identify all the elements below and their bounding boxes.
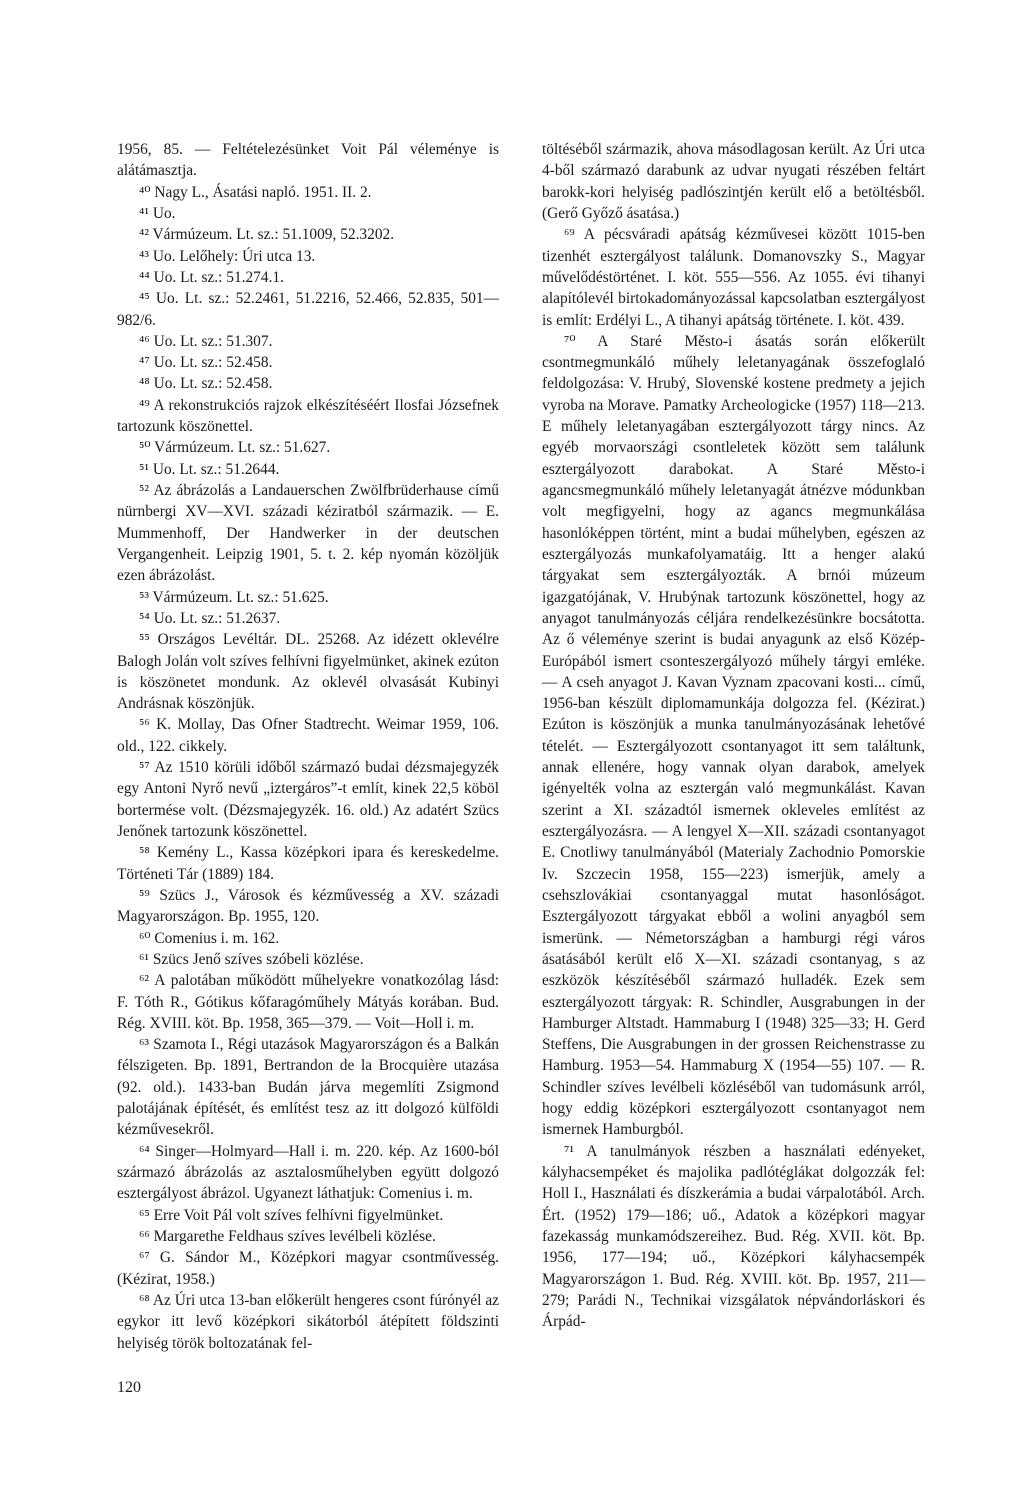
footnote: ⁶⁰ Comenius i. m. 162.: [139, 929, 280, 947]
footnote: 1956, 85. — Feltételezésünket Voit Pál véleménye is alátámasztja.: [117, 141, 499, 180]
footnote: ⁶⁸ Az Úri utca 13-ban előkerült hengeres csont fúrónyél az egykor itt levő középkori sikátorból átépített földszinti helyiség török boltozatának fel-: [117, 1291, 499, 1352]
footnote: ⁴⁵ Uo. Lt. sz.: 52.2461, 51.2216, 52.466, 52.835, 501—982/6.: [117, 290, 499, 329]
footnote: ⁶⁵ Erre Voit Pál volt szíves felhívni figyelmünket.: [139, 1206, 444, 1224]
footnote: ⁴⁰ Nagy L., Ásatási napló. 1951. II. 2.: [139, 183, 372, 201]
footnote: ⁴² Vármúzeum. Lt. sz.: 51.1009, 52.3202.: [139, 226, 395, 244]
footnote: ⁶¹ Szücs Jenő szíves szóbeli közlése.: [139, 950, 364, 968]
footnote: ⁴⁴ Uo. Lt. sz.: 51.274.1.: [139, 268, 284, 286]
footnote: ⁵⁵ Országos Levéltár. DL. 25268. Az idézett oklevélre Balogh Jolán volt szíves felhívni figyelmünket, akinek ezúton is köszönetet mondunk. Az oklevél olvasását Kubinyi Andrásnak köszönjük.: [117, 631, 499, 713]
left-column: [117, 139, 499, 1354]
footnote: ⁵² Az ábrázolás a Landauerschen Zwölfbrüderhause című nürnbergi XV—XVI. századi kéziratból származik. — E. Mummenhoff, Der Handwerker in der deutschen Vergangenheit. Leipzig 1901, 5. t. 2. kép nyomán közöljük ezen ábrázolást.: [117, 482, 499, 585]
footnote: ⁶² A palotában működött műhelyekre vonatkozólag lásd: F. Tóth R., Gótikus kőfaragóműhely Mátyás korában. Bud. Rég. XVIII. köt. Bp. 1958, 365—379. — Voit—Holl i. m.: [117, 972, 499, 1032]
footnote: ⁴³ Uo. Lelőhely: Úri utca 13.: [139, 247, 316, 265]
footnote: ⁵⁴ Uo. Lt. sz.: 51.2637.: [139, 609, 281, 627]
footnote: ⁴¹ Uo.: [139, 204, 176, 222]
footnote: ⁷¹ A tanulmányok részben a használati edényeket, kályhacsempéket és majolika padlótéglákat dolgozzák fel: Holl I., Használati és díszkerámia a budai várpalotából. Arch. Ért. (1952) 179—186; uő., Adatok a középkori magyar fazekasság munkamódszereihez. Bud. Rég. XVII. köt. Bp. 1956, 177—194; uő., Középkori kályhacsempék Magyarországon 1. Bud. Rég. XVIII. köt. Bp. 1957, 211—279; Parádi N., Technikai vizsgálatok népvándorláskori és Árpád-: [542, 1142, 925, 1331]
footnote: ⁶⁴ Singer—Holmyard—Hall i. m. 220. kép. Az 1600-ból származó ábrázolás az asztalosműhelyben együtt dolgozó esztergályost ábrázol. Ugyanezt láthatjuk: Comenius i. m.: [117, 1142, 499, 1203]
footnote: ⁵³ Vármúzeum. Lt. sz.: 51.625.: [139, 588, 329, 606]
footnote: ⁵⁸ Kemény L., Kassa középkori ipara és kereskedelme. Történeti Tár (1889) 184.: [117, 844, 499, 883]
footnote: ⁵¹ Uo. Lt. sz.: 51.2644.: [139, 460, 280, 478]
page-number: 120: [117, 1379, 141, 1396]
footnote: ⁴⁹ A rekonstrukciós rajzok elkészítéséért Ilosfai Józsefnek tartozunk köszönettel.: [117, 396, 499, 436]
footnote: ⁴⁶ Uo. Lt. sz.: 51.307.: [139, 332, 273, 350]
footnote: ⁴⁷ Uo. Lt. sz.: 52.458.: [139, 354, 273, 372]
footnote: ⁷⁰ A Staré Město-i ásatás során előkerült csontmegmunkáló műhely leletanyagának összefoglaló feldolgozása: V. Hrubý, Slovenské kostene predmety a jejich vyroba na Morave. Pamatky Archeologicke (1957) 118—213. E műhely leletanyagában esztergályozott tárgy nincs. Az egyéb morvaországi csontleletek között sem találunk esztergályozott darabokat. A Staré Město-i agancsmegmunkáló műhely leletanyagát átnézve módunkban volt megfigyelni, hogy az agancs megmunkálása hasonlóképpen történt, mint a budai műhelyben, egészen az esztergályozás munkafolyamatáig. Itt a henger alakú tárgyakat sem esztergályozták. A brnói múzeum igazgatójának, V. Hrubýnak tartozunk köszönettel, hogy az anyagot tanulmányozás céljára rendelkezésünkre bocsátotta. Az ő véleménye szerint is budai anyagunk az első Közép-Európából ismert csonteszergályozó műhely tárgyi emléke. — A cseh anyagot J. Kavan Vyznam zpacovani kosti... című, 1956-ban készült diplomamunkája dolgozza fel. (Kézirat.) Ezúton is köszönjük a munka tanulmányozásának lehetővé tételét. — Esztergályozott csontanyagot itt sem találtunk, annak ellenére, hogy vannak olyan darabok, amelyek igényelték volna az esztergán való megmunkálást. Kavan szerint a XI. századtól ismernek okleveles említést az esztergályozásra. — A lengyel X—XII. századi csontanyagot E. Cnotliwy tanulmányából (Materialy Zachodnio Pomorskie Iv. Szczecin 1958, 155—223) ismerjük, amely a csehszlovákiai csontanyaggal mutat hasonlóságot. Esztergályozott tárgyakat ebből a wolini anyagból sem ismerünk. — Németországban a hamburgi régi város ásatásából került elő X—XI. századi csontanyag, s az eszközök készítéséből származó hulladék. Ezek sem esztergályozott tárgyak: R. Schindler, Ausgrabungen in der Hamburger Altstadt. Hammaburg I (1948) 325—33; H. Gerd Steffens, Die Ausgrabungen in der grossen Reichenstrasse zu Hamburg. 1953—54. Hammaburg X (1954—55) 107. — R. Schindler szíves levélbeli közléséből van tudomásunk arról, hogy eddig középkori esztergályozott csontanyagot nem ismernek Hamburgból.: [542, 332, 925, 1139]
footnote: ⁶⁶ Margarethe Feldhaus szíves levélbeli közlése.: [139, 1227, 436, 1245]
footnote: ⁵⁷ Az 1510 körüli időből származó budai dézsmajegyzék egy Antoni Nyrő nevű „iztergáros”-t említ, kinek 22,5 köböl bortermése volt. (Dézsmajegyzék. 16. old.) Az adatért Szücs Jenőnek tartozunk köszönettel.: [117, 759, 499, 840]
footnote: ⁶⁷ G. Sándor M., Középkori magyar csontművesség. (Kézirat, 1958.): [117, 1249, 499, 1288]
right-column: [542, 139, 925, 1333]
footnote: ⁶⁹ A pécsváradi apátság kézművesei között 1015-ben tizenhét esztergályost találunk. Domanovszky S., Magyar művelődéstörténet. I. köt. 555—556. Az 1055. évi tihanyi alapítólevél birtokadományozással kapcsolatban esztergályost is említ: Erdélyi L., A tihanyi apátság története. I. köt. 439.: [542, 226, 925, 329]
footnote: ⁴⁸ Uo. Lt. sz.: 52.458.: [139, 375, 273, 393]
footnote: töltéséből származik, ahova másodlagosan került. Az Úri utca 4-ből származó darabunk az udvar nyugati részében feltárt barokk-kori helyiség padlószintjén került elő a betöltésből. (Gerő Győző ásatása.): [542, 141, 925, 222]
footnote: ⁶³ Szamota I., Régi utazások Magyarországon és a Balkán félszigeten. Bp. 1891, Bertrandon de la Brocquière utazása (92. old.). 1433-ban Budán járva megemlíti Zsigmond palotájának építését, és említést tesz az itt dolgozó külföldi kézművesekről.: [117, 1036, 499, 1139]
footnote: ⁵⁹ Szücs J., Városok és kézművesség a XV. századi Magyarországon. Bp. 1955, 120.: [117, 886, 499, 926]
footnote: ⁵⁰ Vármúzeum. Lt. sz.: 51.627.: [139, 439, 331, 457]
footnote: ⁵⁶ K. Mollay, Das Ofner Stadtrecht. Weimar 1959, 106. old., 122. cikkely.: [117, 716, 499, 755]
